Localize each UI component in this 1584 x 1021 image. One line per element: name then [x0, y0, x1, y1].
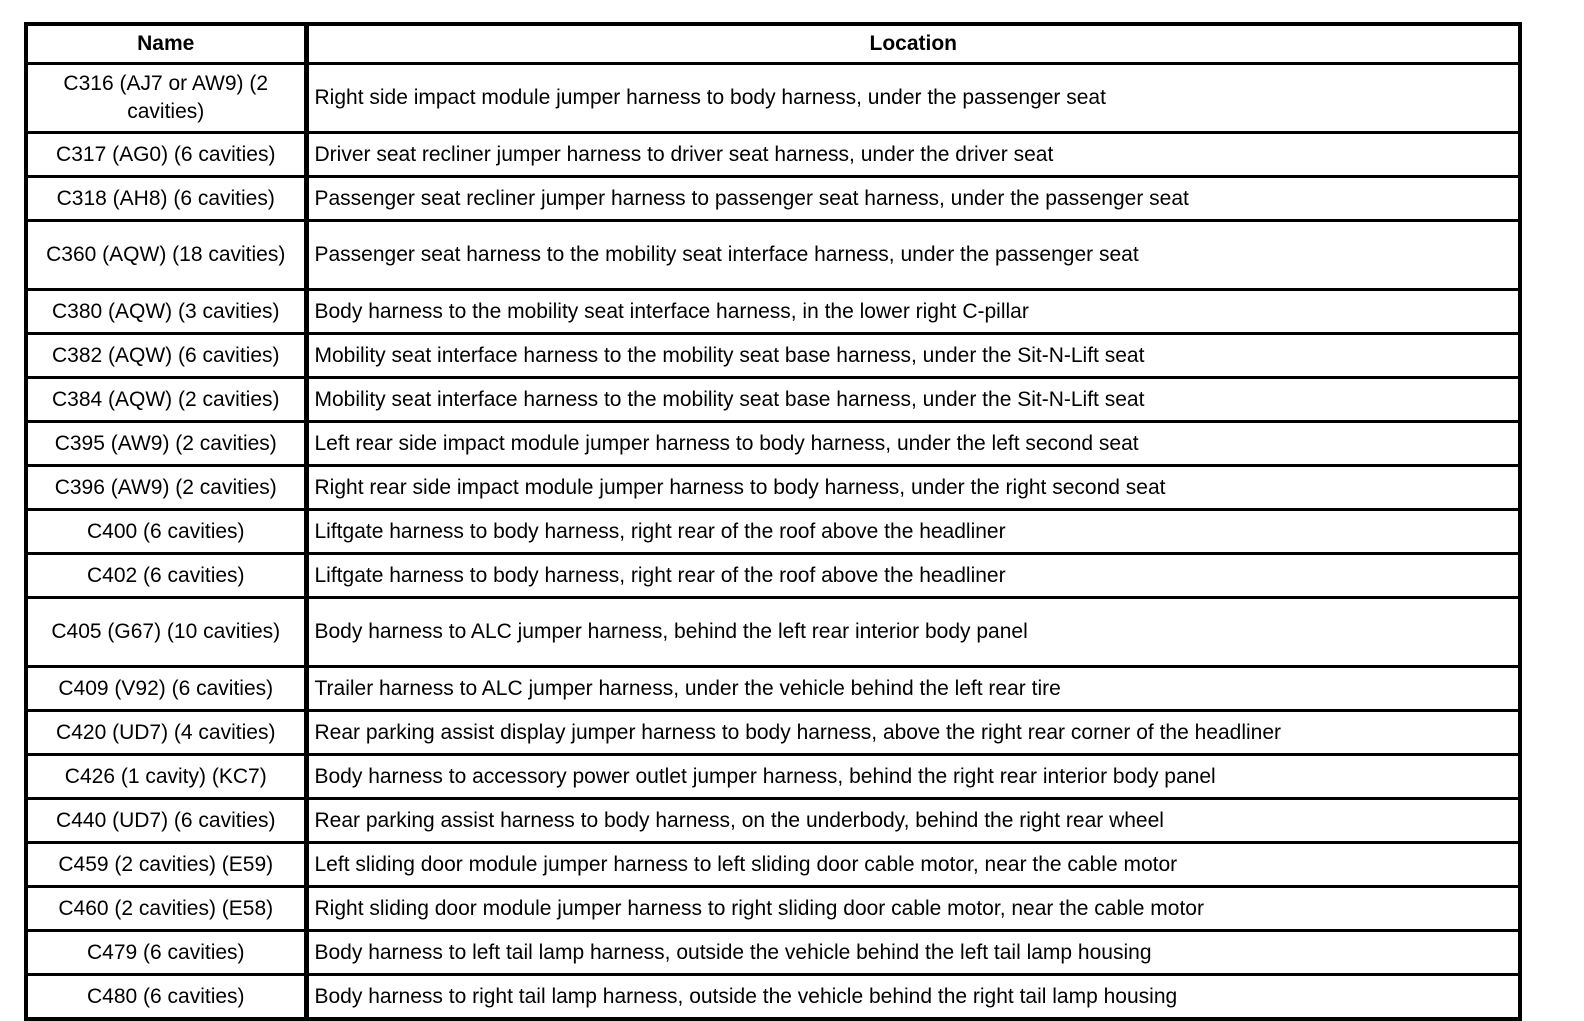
- connector-location-cell: Body harness to the mobility seat interface harness, in the lower right C-pillar: [306, 290, 1520, 334]
- table-row: [26, 466, 1520, 510]
- connector-location-cell: Passenger seat recliner jumper harness to passenger seat harness, under the passenger seat: [306, 177, 1520, 221]
- table-row: [26, 887, 1520, 931]
- table-row: [26, 799, 1520, 843]
- connector-location-cell: Passenger seat harness to the mobility seat interface harness, under the passenger seat: [306, 221, 1520, 290]
- connector-name-cell: C316 (AJ7 or AW9) (2 cavities): [26, 64, 306, 133]
- connector-location-cell: Body harness to left tail lamp harness, outside the vehicle behind the left tail lamp housing: [306, 931, 1520, 975]
- connector-location-cell: Left sliding door module jumper harness to left sliding door cable motor, near the cable motor: [306, 843, 1520, 887]
- connector-name-cell: C460 (2 cavities) (E58): [26, 887, 306, 931]
- connector-location-cell: Left rear side impact module jumper harness to body harness, under the left second seat: [306, 422, 1520, 466]
- connector-name-cell: C420 (UD7) (4 cavities): [26, 711, 306, 755]
- table-row: [26, 667, 1520, 711]
- connector-location-cell: Right side impact module jumper harness to body harness, under the passenger seat: [306, 64, 1520, 133]
- table-row: [26, 221, 1520, 290]
- table-row: [26, 598, 1520, 667]
- connector-location-cell: Liftgate harness to body harness, right rear of the roof above the headliner: [306, 554, 1520, 598]
- connector-name-cell: C317 (AG0) (6 cavities): [26, 133, 306, 177]
- connector-name-cell: C402 (6 cavities): [26, 554, 306, 598]
- connector-name-cell: C409 (V92) (6 cavities): [26, 667, 306, 711]
- connector-location-cell: Body harness to accessory power outlet jumper harness, behind the right rear interior body panel: [306, 755, 1520, 799]
- table-row: [26, 975, 1520, 1020]
- table-header-row: [26, 24, 1520, 64]
- connector-location-cell: Trailer harness to ALC jumper harness, under the vehicle behind the left rear tire: [306, 667, 1520, 711]
- table-row: [26, 554, 1520, 598]
- table-row: [26, 931, 1520, 975]
- table-row: [26, 510, 1520, 554]
- table-row: [26, 64, 1520, 133]
- table-row: [26, 177, 1520, 221]
- connector-name-cell: C479 (6 cavities): [26, 931, 306, 975]
- table-row: [26, 843, 1520, 887]
- column-header-location: Location: [306, 24, 1520, 64]
- connector-location-table-wrapper: [24, 22, 1522, 1021]
- connector-location-table: [24, 22, 1522, 1021]
- table-body: [26, 64, 1520, 1020]
- connector-name-cell: C384 (AQW) (2 cavities): [26, 378, 306, 422]
- table-row: [26, 334, 1520, 378]
- connector-name-cell: C360 (AQW) (18 cavities): [26, 221, 306, 290]
- connector-location-cell: Liftgate harness to body harness, right rear of the roof above the headliner: [306, 510, 1520, 554]
- connector-name-cell: C318 (AH8) (6 cavities): [26, 177, 306, 221]
- connector-name-cell: C400 (6 cavities): [26, 510, 306, 554]
- connector-location-cell: Right rear side impact module jumper harness to body harness, under the right second seat: [306, 466, 1520, 510]
- connector-name-cell: C405 (G67) (10 cavities): [26, 598, 306, 667]
- table-row: [26, 422, 1520, 466]
- connector-location-cell: Driver seat recliner jumper harness to driver seat harness, under the driver seat: [306, 133, 1520, 177]
- column-header-name: Name: [26, 24, 306, 64]
- table-row: [26, 290, 1520, 334]
- connector-location-cell: Rear parking assist harness to body harness, on the underbody, behind the right rear wheel: [306, 799, 1520, 843]
- connector-name-cell: C382 (AQW) (6 cavities): [26, 334, 306, 378]
- connector-location-cell: Body harness to right tail lamp harness, outside the vehicle behind the right tail lamp housing: [306, 975, 1520, 1020]
- connector-name-cell: C396 (AW9) (2 cavities): [26, 466, 306, 510]
- connector-location-cell: Mobility seat interface harness to the mobility seat base harness, under the Sit-N-Lift seat: [306, 378, 1520, 422]
- connector-name-cell: C440 (UD7) (6 cavities): [26, 799, 306, 843]
- table-row: [26, 133, 1520, 177]
- connector-location-cell: Right sliding door module jumper harness to right sliding door cable motor, near the cable motor: [306, 887, 1520, 931]
- connector-name-cell: C380 (AQW) (3 cavities): [26, 290, 306, 334]
- connector-name-cell: C480 (6 cavities): [26, 975, 306, 1020]
- connector-name-cell: C426 (1 cavity) (KC7): [26, 755, 306, 799]
- connector-location-cell: Rear parking assist display jumper harness to body harness, above the right rear corner of the headliner: [306, 711, 1520, 755]
- connector-name-cell: C395 (AW9) (2 cavities): [26, 422, 306, 466]
- table-row: [26, 378, 1520, 422]
- connector-location-cell: Body harness to ALC jumper harness, behind the left rear interior body panel: [306, 598, 1520, 667]
- table-row: [26, 755, 1520, 799]
- table-row: [26, 711, 1520, 755]
- connector-location-cell: Mobility seat interface harness to the mobility seat base harness, under the Sit-N-Lift seat: [306, 334, 1520, 378]
- connector-name-cell: C459 (2 cavities) (E59): [26, 843, 306, 887]
